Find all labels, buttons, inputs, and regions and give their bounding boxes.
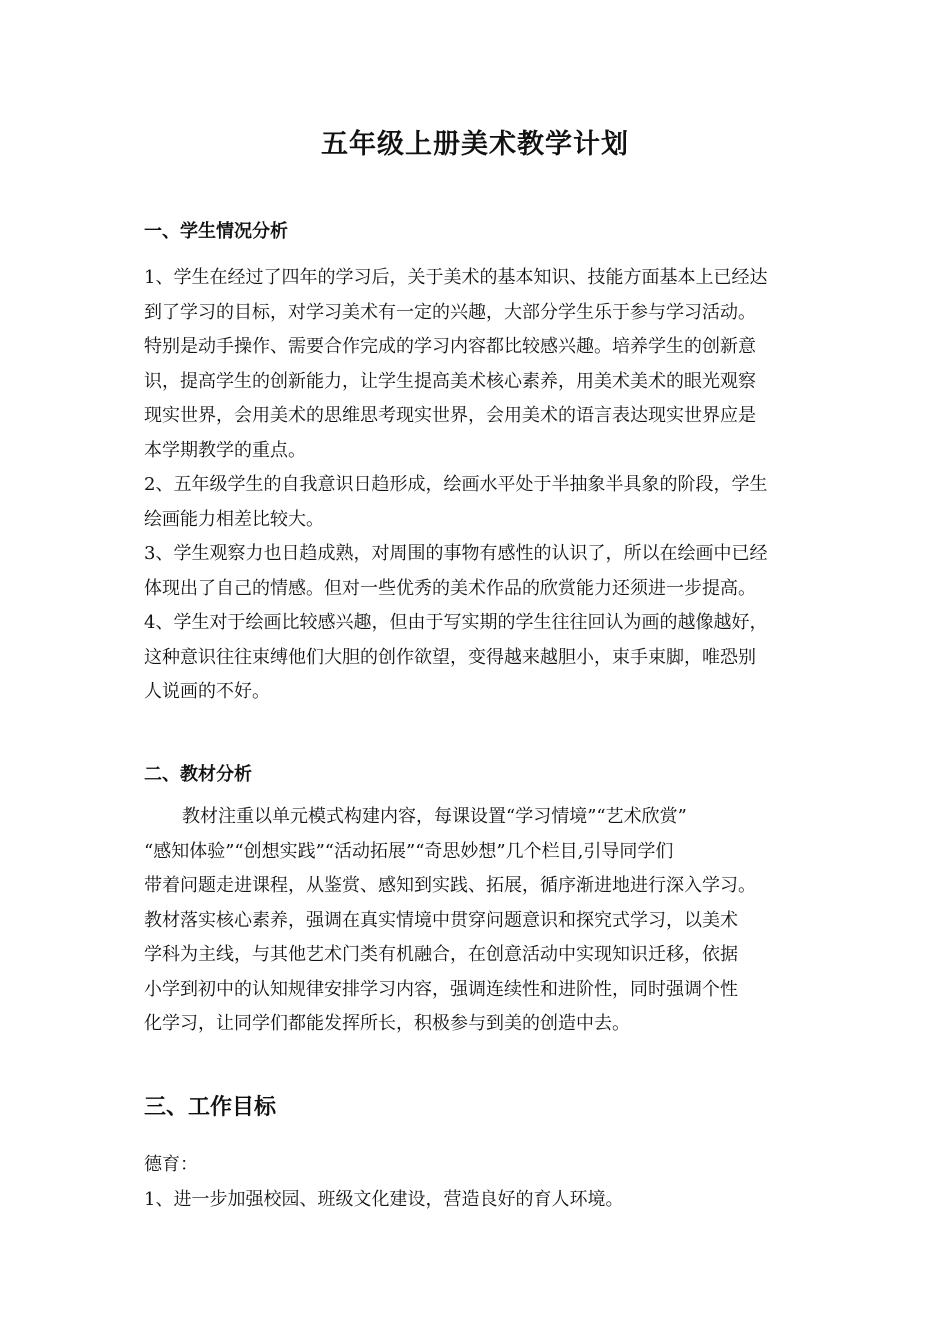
paragraph-line: 1、进一步加强校园、班级文化建设，营造良好的育人环境。	[144, 1188, 624, 1210]
paragraph-line: 4、学生对于绘画比较感兴趣，但由于写实期的学生往往回认为画的越像越好，	[144, 612, 768, 633]
section-heading-work-goals: 三、工作目标	[144, 1094, 277, 1120]
paragraph-line: 绘画能力相差比较大。	[144, 508, 324, 530]
paragraph-line: 小学到初中的认知规律安排学习内容，强调连续性和进阶性，同时强调个性	[144, 978, 738, 1000]
document-title: 五年级上册美术教学计划	[321, 129, 629, 160]
paragraph-line: 1、学生在经过了四年的学习后，关于美术的基本知识、技能方面基本上已经达	[144, 267, 768, 288]
section-heading-student-analysis: 一、学生情况分析	[144, 221, 288, 242]
paragraph-line: 现实世界，会用美术的思维思考现实世界，会用美术的语言表达现实世界应是	[144, 405, 756, 426]
section-body-student-analysis	[144, 261, 814, 710]
section-body-work-goals	[144, 1148, 814, 1217]
paragraph-line: 本学期教学的重点。	[144, 439, 306, 461]
paragraph-line: 3、学生观察力也日趋成熟，对周围的事物有感性的认识了，所以在绘画中已经	[144, 543, 768, 564]
paragraph-line: “感知体验”“创想实践”“活动拓展”“奇思妙想”几个栏目,引导同学们	[144, 840, 674, 862]
paragraph-line: 德育：	[144, 1154, 198, 1175]
paragraph-line: 教材注重以单元模式构建内容，每课设置“学习情境”“艺术欣赏”	[182, 806, 687, 827]
paragraph-line: 识，提高学生的创新能力，让学生提高美术核心素养，用美术美术的眼光观察	[144, 370, 756, 392]
paragraph-line: 到了学习的目标，对学习美术有一定的兴趣，大部分学生乐于参与学习活动。	[144, 301, 756, 323]
paragraph-line: 体现出了自己的情感。但对一些优秀的美术作品的欣赏能力还须进一步提高。	[144, 577, 756, 599]
paragraph-line: 特别是动手操作、需要合作完成的学习内容都比较感兴趣。培养学生的创新意	[144, 336, 756, 357]
paragraph-line: 这种意识往往束缚他们大胆的创作欲望，变得越来越胆小，束手束脚，唯恐别	[144, 646, 756, 668]
section-body-textbook-analysis	[144, 800, 814, 1042]
paragraph-line: 带着问题走进课程，从鉴赏、感知到实践、拓展，循序渐进地进行深入学习。	[144, 875, 756, 896]
paragraph-line: 教材落实核心素养，强调在真实情境中贯穿问题意识和探究式学习，以美术	[144, 909, 738, 931]
paragraph-line: 2、五年级学生的自我意识日趋形成，绘画水平处于半抽象半具象的阶段，学生	[144, 474, 768, 495]
paragraph-line: 学科为主线，与其他艺术门类有机融合，在创意活动中实现知识迁移，依据	[144, 944, 738, 965]
paragraph-line: 人说画的不好。	[144, 681, 270, 702]
section-heading-textbook-analysis: 二、教材分析	[144, 764, 252, 785]
paragraph-line: 化学习，让同学们都能发挥所长，积极参与到美的创造中去。	[144, 1013, 630, 1034]
